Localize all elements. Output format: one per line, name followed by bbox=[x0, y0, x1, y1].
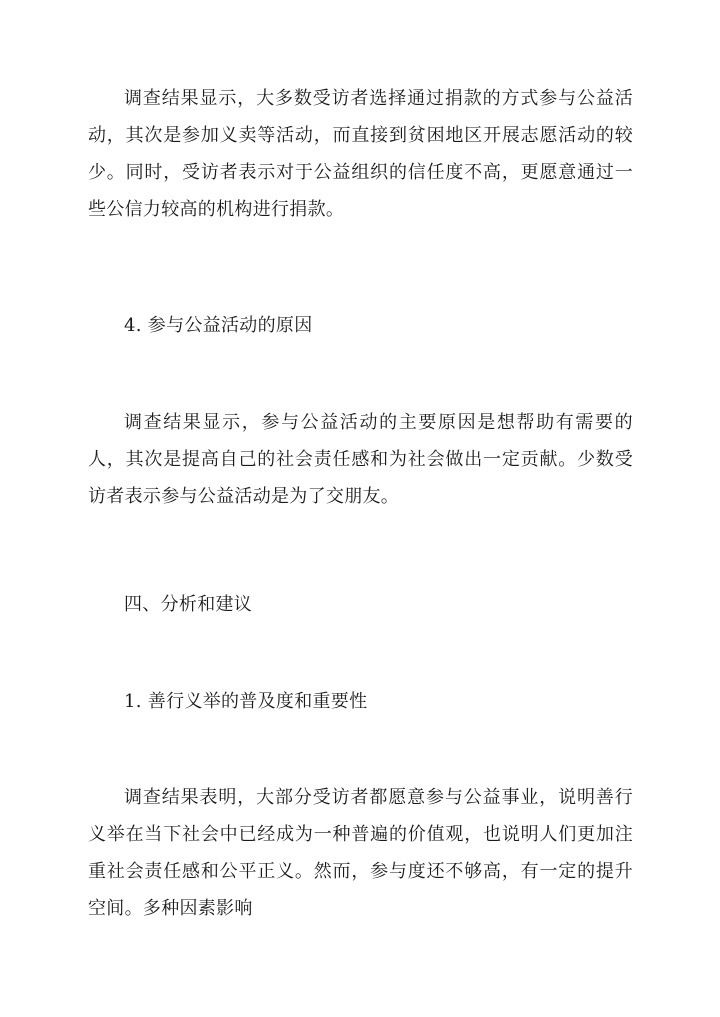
paragraph-popularity-analysis: 调查结果表明，大部分受访者都愿意参与公益事业，说明善行义举在当下社会中已经成为一种普遍的价值观，也说明人们更加注重社会责任感和公平正义。然而，参与度还不够高，有一定的提升空间。多种因素影响 bbox=[88, 787, 633, 919]
paragraph-donation-methods: 调查结果显示，大多数受访者选择通过捐款的方式参与公益活动，其次是参加义卖等活动，而直接到贫困地区开展志愿活动的较少。同时，受访者表示对于公益组织的信任度不高，更愿意通过一些公信力较高的机构进行捐款。 bbox=[88, 88, 633, 220]
heading-analysis-and-suggestions: 四、分析和建议 bbox=[124, 594, 253, 615]
heading-popularity-and-importance: 1. 善行义举的普及度和重要性 bbox=[124, 691, 368, 712]
paragraph-participation-reasons: 调查结果显示，参与公益活动的主要原因是想帮助有需要的人，其次是提高自己的社会责任感和为社会做出一定贡献。少数受访者表示参与公益活动是为了交朋友。 bbox=[88, 412, 633, 507]
heading-participation-reasons: 4. 参与公益活动的原因 bbox=[124, 315, 313, 336]
